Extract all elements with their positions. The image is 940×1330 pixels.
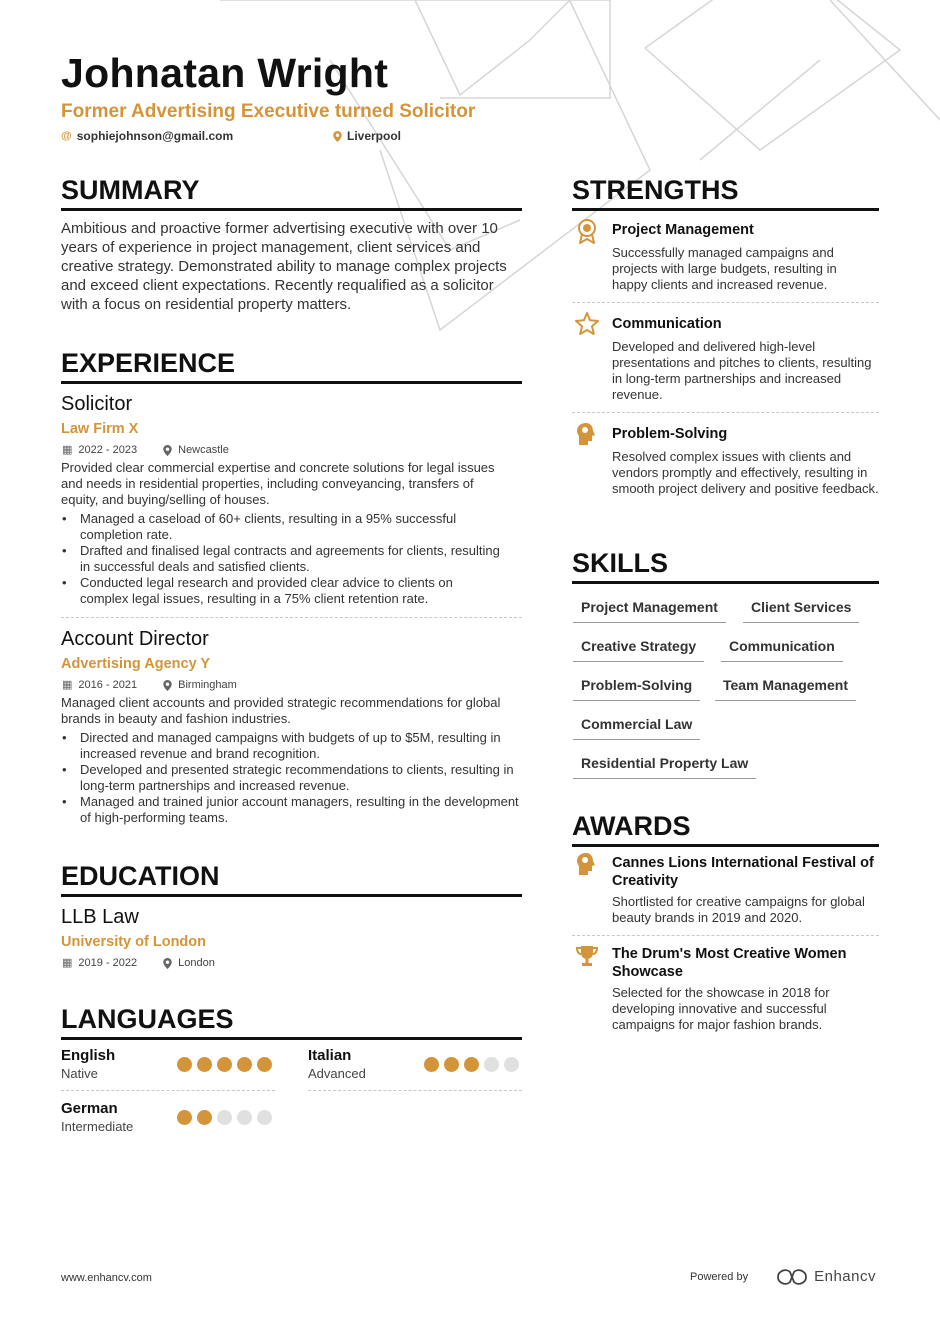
head-brain-icon	[574, 421, 600, 447]
job-bullets	[61, 730, 521, 826]
award-ribbon-icon	[574, 218, 600, 244]
rating-dot-filled	[257, 1057, 272, 1072]
rating-dot-filled	[197, 1110, 212, 1125]
location-pin-icon	[163, 958, 172, 969]
skill-tag: Creative Strategy	[573, 637, 704, 662]
skill-tag: Client Services	[743, 598, 859, 623]
job-company: Advertising Agency Y	[61, 656, 211, 672]
skill-tag: Team Management	[715, 676, 856, 701]
calendar-icon: ▦	[62, 679, 73, 691]
language-level: Native	[61, 1066, 98, 1081]
award-title: Cannes Lions International Festival of Creativity	[612, 855, 874, 889]
strength-title: Communication	[612, 316, 722, 332]
job-title: Solicitor	[61, 393, 133, 415]
list-item: • Managed a caseload of 60+ clients, resulting in a 95% successful completion rate.	[61, 511, 501, 543]
at-icon: @	[61, 130, 72, 142]
rating-dot-filled	[424, 1057, 439, 1072]
rating-dot-empty	[484, 1057, 499, 1072]
rating-dot-filled	[444, 1057, 459, 1072]
footer-website[interactable]: www.enhancv.com	[61, 1272, 152, 1284]
brand-logo[interactable]	[776, 1268, 876, 1285]
award-text: Selected for the showcase in 2018 for developing innovative and successful campaigns for major fashion brands.	[612, 985, 830, 1032]
rating-dot-filled	[217, 1057, 232, 1072]
language-rating	[424, 1057, 519, 1072]
list-item: • Managed and trained junior account managers, resulting in the development of high-performing teams.	[61, 794, 521, 826]
divider	[308, 1090, 522, 1091]
rating-dot-empty	[504, 1057, 519, 1072]
strengths-heading: STRENGTHS	[572, 174, 879, 211]
head-brain-icon	[574, 851, 600, 877]
rating-dot-empty	[237, 1110, 252, 1125]
calendar-icon: ▦	[62, 957, 73, 969]
summary-heading: SUMMARY	[61, 174, 522, 211]
skill-tag: Residential Property Law	[573, 754, 756, 779]
rating-dot-empty	[257, 1110, 272, 1125]
candidate-title: Former Advertising Executive turned Solicitor	[61, 101, 476, 122]
job-company: Law Firm X	[61, 421, 139, 437]
experience-heading: EXPERIENCE	[61, 347, 522, 384]
divider	[61, 617, 522, 618]
trophy-icon	[574, 943, 600, 969]
star-icon	[574, 311, 600, 337]
skill-tag: Commercial Law	[573, 715, 700, 740]
award-text: Shortlisted for creative campaigns for global beauty brands in 2019 and 2020.	[612, 894, 865, 925]
location-text: Liverpool	[347, 129, 402, 143]
divider	[572, 302, 879, 303]
language-level: Intermediate	[61, 1119, 134, 1134]
contact-location	[333, 128, 401, 144]
school-name: University of London	[61, 934, 206, 950]
location-pin-icon	[163, 680, 172, 691]
rating-dot-empty	[217, 1110, 232, 1125]
brand-name: Enhancv	[814, 1268, 876, 1285]
summary-text: Ambitious and proactive former advertising executive with over 10 years of experience in project management, client services and creative strategy. Demonstrated ability to manage complex projects and exceed client expectations. Recently requalified as a solicitor with a focus on residential property matters.	[61, 220, 507, 313]
job-title: Account Director	[61, 628, 209, 650]
language-name: English	[61, 1047, 116, 1064]
job-meta	[62, 678, 237, 692]
divider	[572, 412, 879, 413]
divider	[572, 935, 879, 936]
contact-email[interactable]	[61, 128, 233, 144]
education-location: London	[178, 957, 215, 969]
email-text: sophiejohnson@gmail.com	[76, 129, 234, 143]
skill-tag: Problem-Solving	[573, 676, 700, 701]
strength-text: Successfully managed campaigns and projects with large budgets, resulting in happy clients and increased revenue.	[612, 245, 837, 292]
rating-dot-filled	[237, 1057, 252, 1072]
location-pin-icon	[333, 131, 342, 142]
education-heading: EDUCATION	[61, 860, 522, 897]
candidate-name: Johnatan Wright	[61, 50, 389, 96]
rating-dot-filled	[464, 1057, 479, 1072]
skill-tag: Project Management	[573, 598, 726, 623]
job-dates: 2016 - 2021	[78, 679, 138, 691]
language-level: Advanced	[308, 1066, 366, 1081]
language-name: Italian	[308, 1047, 352, 1064]
job-description: Provided clear commercial expertise and concrete solutions for legal issues and needs in residential properties, including conveyancing, transfers of equity, and buying/selling of houses.	[61, 460, 495, 507]
strength-text: Resolved complex issues with clients and vendors promptly and effectively, resulting in smooth project delivery and positive feedback.	[612, 449, 879, 496]
list-item: • Developed and presented strategic recommendations to clients, resulting in long-term partnerships and increased revenue.	[61, 762, 521, 794]
location-pin-icon	[163, 445, 172, 456]
job-meta	[62, 443, 229, 457]
awards-heading: AWARDS	[572, 810, 879, 847]
education-meta	[62, 956, 215, 970]
powered-by-label: Powered by	[690, 1270, 749, 1283]
rating-dot-filled	[177, 1057, 192, 1072]
language-rating	[177, 1057, 272, 1072]
enhancv-logo-icon	[776, 1269, 808, 1285]
language-rating	[177, 1110, 272, 1125]
job-location: Newcastle	[178, 444, 229, 456]
skills-heading: SKILLS	[572, 547, 879, 584]
job-location: Birmingham	[178, 679, 237, 691]
rating-dot-filled	[177, 1110, 192, 1125]
footer-branding	[690, 1268, 876, 1285]
rating-dot-filled	[197, 1057, 212, 1072]
job-bullets	[61, 511, 501, 607]
degree-title: LLB Law	[61, 906, 139, 928]
list-item: • Drafted and finalised legal contracts and agreements for clients, resulting in successful deals and satisfied clients.	[61, 543, 501, 575]
list-item: • Directed and managed campaigns with budgets of up to $5M, resulting in increased revenue and brand recognition.	[61, 730, 521, 762]
list-item: • Conducted legal research and provided clear advice to clients on complex legal issues, resulting in a 75% client retention rate.	[61, 575, 501, 607]
skill-tag: Communication	[721, 637, 843, 662]
job-dates: 2022 - 2023	[78, 444, 138, 456]
strength-title: Project Management	[612, 222, 754, 238]
calendar-icon: ▦	[62, 444, 73, 456]
languages-heading: LANGUAGES	[61, 1003, 522, 1040]
job-description: Managed client accounts and provided strategic recommendations for global brands in beauty and fashion industries.	[61, 695, 501, 726]
strength-text: Developed and delivered high-level presentations and pitches to clients, resulting in long-term partnerships and increased revenue.	[612, 339, 872, 402]
award-title: The Drum's Most Creative Women Showcase	[612, 946, 847, 980]
divider	[61, 1090, 275, 1091]
strength-title: Problem-Solving	[612, 426, 728, 442]
education-dates: 2019 - 2022	[78, 957, 138, 969]
language-name: German	[61, 1100, 118, 1117]
